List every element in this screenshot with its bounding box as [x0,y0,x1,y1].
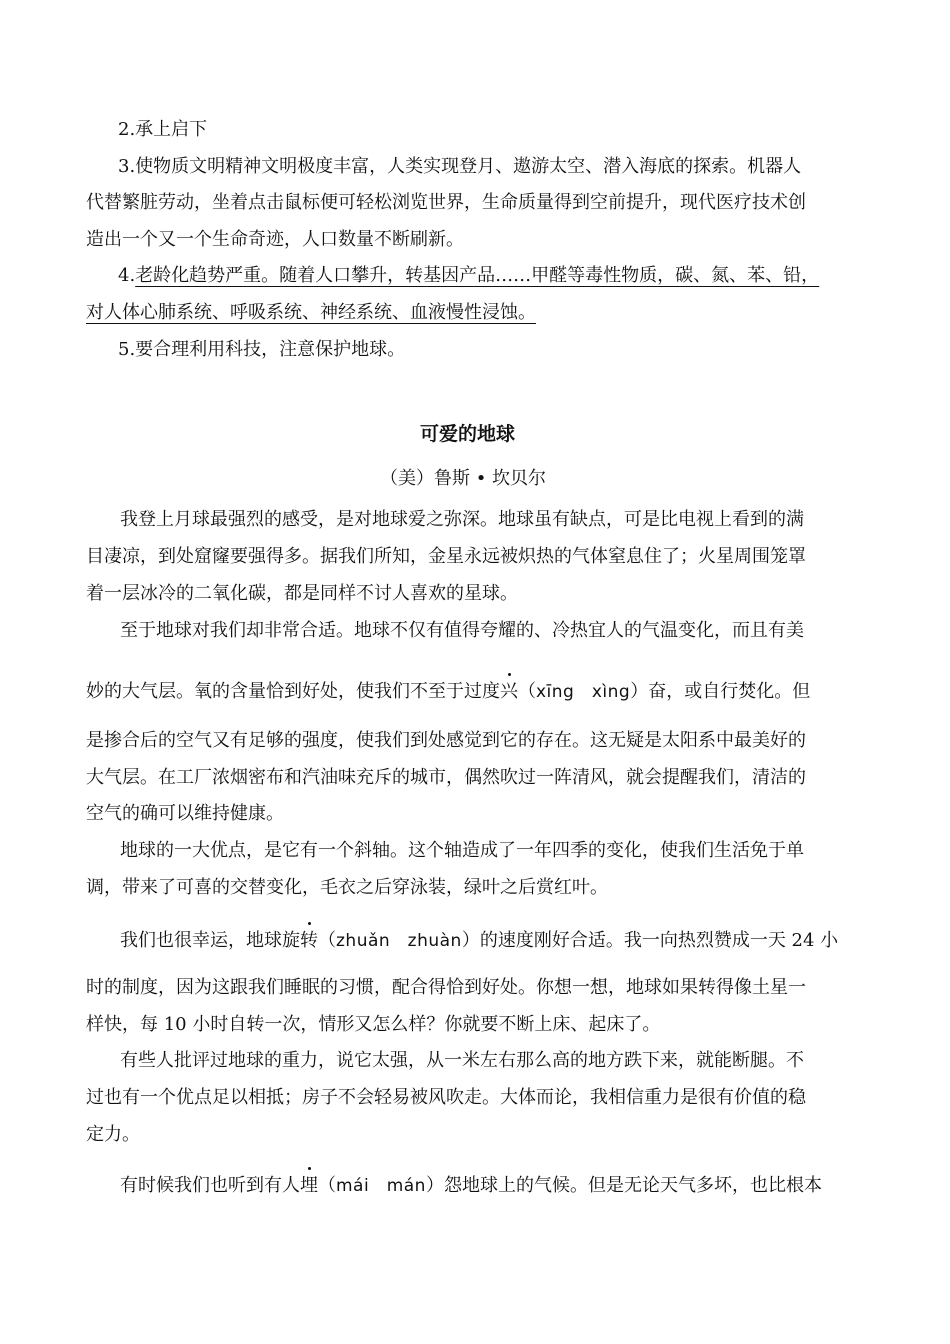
paren-close: ） [630,681,649,702]
pinyin-mai: mái mán [336,1176,426,1196]
paren-open: （ [518,681,536,702]
p2-line-2 [86,680,810,704]
p4-line-1-text-a: 我们也很幸运，地球旋 [120,930,300,951]
p4-line-2: 时的制度，因为这跟我们睡眠的习惯，配合得恰到好处。你想一想，地球如果转得像土星一 [86,977,806,998]
answer-4-line-1 [118,264,819,288]
p5-line-1: 有些人批评过地球的重力，说它太强，从一米左右那么高的地方跌下来，就能断腿。不 [120,1050,804,1071]
p1-line-2: 目凄凉，到处窟窿要强得多。据我们所知，金星永远被炽热的气体窒息住了；火星周围笼罩 [86,546,806,567]
answer-3-line-3: 造出一个又一个生命奇迹，人口数量不断刷新。 [86,229,464,250]
answer-2: 2.承上启下 [118,119,208,140]
p1-line-3: 着一层冰冷的二氧化碳，都是同样不讨人喜欢的星球。 [86,583,518,604]
p2-line-2-text-a: 妙的大气层。氧的含量恰到好处，使我们不至于过度 [86,681,500,702]
dotted-char-xing: 兴 [500,681,518,702]
p2-line-3: 是掺合后的空气又有足够的强度，使我们到处感觉到它的存在。这无疑是太阳系中最美好的 [86,730,806,751]
article-title: 可爱的地球 [420,423,516,445]
paren-open: （ [318,930,336,951]
p2-line-1: 至于地球对我们却非常合适。地球不仅有值得夸耀的、冷热宜人的气温变化，而且有美 [120,620,804,641]
p4-line-1 [120,929,838,953]
paren-close: ） [425,1175,444,1196]
paren-open: （ [318,1175,336,1196]
pinyin-zhuan: zhuǎn zhuàn [336,931,462,951]
answer-4-number: 4. [118,265,136,286]
pinyin-xing: xīng xìng [536,682,631,702]
p2-line-4: 大气层。在工厂浓烟密布和汽油味充斥的城市，偶然吹过一阵清风，就会提醒我们，清洁的 [86,767,806,788]
p4-line-1-text-b: 的速度刚好合适。我一向热烈赞成一天 24 小 [479,930,839,951]
article-author: （美）鲁斯 • 坎贝尔 [380,468,547,489]
paren-close: ） [461,930,480,951]
dotted-char-mai: 埋 [300,1175,318,1196]
answer-4-underlined-text: 老龄化趋势严重。随着人口攀升，转基因产品……甲醛等毒性物质，碳、氮、苯、铅， [135,265,820,286]
p6-line-1-text-b: 怨地球上的气候。但是无论天气多坏，也比根本 [443,1175,822,1196]
p5-line-3: 定力。 [86,1124,140,1145]
p3-line-1: 地球的一大优点，是它有一个斜轴。这个轴造成了一年四季的变化，使我们生活免于单 [120,840,804,861]
p3-line-2: 调，带来了可喜的交替变化，毛衣之后穿泳装，绿叶之后赏红叶。 [86,877,608,898]
p4-line-3: 样快，每 10 小时自转一次，情形又怎么样？你就要不断上床、起床了。 [86,1014,661,1035]
p2-line-2-text-b: 奋，或自行焚化。但 [648,681,811,702]
answer-3-line-2: 代替繁脏劳动，坐着点击鼠标便可轻松浏览世界，生命质量得到空前提升，现代医疗技术创 [86,192,806,213]
p6-line-1-text-a: 有时候我们也听到有人 [120,1175,300,1196]
answer-4-line-2: 对人体心肺系统、呼吸系统、神经系统、血液慢性浸蚀。 [86,302,536,323]
dotted-char-zhuan: 转 [300,930,318,951]
answer-5: 5.要合理利用科技，注意保护地球。 [118,339,406,360]
p1-line-1: 我登上月球最强烈的感受，是对地球爱之弥深。地球虽有缺点，可是比电视上看到的满 [120,509,804,530]
answer-3-line-1: 3.使物质文明精神文明极度丰富，人类实现登月、遨游太空、潜入海底的探索。机器人 [118,156,802,177]
p2-line-5: 空气的确可以维持健康。 [86,803,284,824]
p6-line-1 [120,1174,822,1198]
p5-line-2: 过也有一个优点足以相抵；房子不会轻易被风吹走。大体而论，我相信重力是很有价值的稳 [86,1087,806,1108]
